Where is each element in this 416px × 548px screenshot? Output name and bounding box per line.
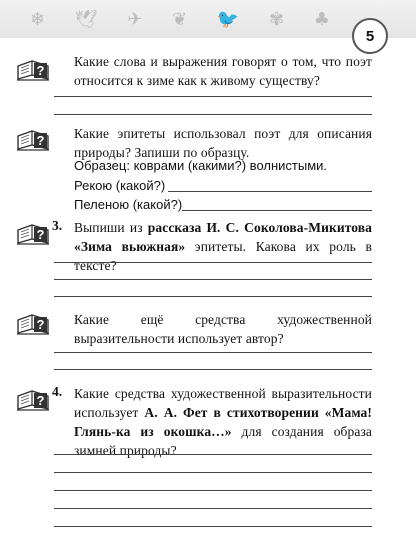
question-book-icon [16, 388, 50, 412]
question-3-text: Выпиши из рассказа И. С. Соколова-Микитова «Зима вьюжная» эпитеты. Какова их роль в тексте? [74, 220, 373, 273]
bird-icon: ✈ [127, 8, 143, 30]
question-4-text: Какие ещё средства художественной выразительности использует автор? [74, 312, 372, 346]
question-2-text: Какие эпитеты использовал поэт для описания природы? Запиши по образцу. [74, 126, 372, 160]
fill-line-1[interactable] [168, 191, 372, 192]
header-decoration [30, 6, 330, 32]
answer-line[interactable] [54, 352, 372, 353]
question-number: 4. [52, 384, 63, 399]
bird-icon: 🐦 [216, 8, 240, 30]
answer-line[interactable] [54, 279, 372, 280]
answer-line[interactable] [54, 454, 372, 455]
answer-line[interactable] [54, 526, 372, 527]
fill-line-2[interactable] [182, 210, 372, 211]
question-book-icon [16, 312, 50, 336]
question-book-icon [16, 222, 50, 246]
tree-icon: ♣ [313, 8, 330, 30]
fill-label-2: Пеленою (какой?) [74, 197, 183, 212]
bird-icon: 🕊 [74, 8, 98, 30]
page-number: 5 [352, 18, 388, 54]
answer-line[interactable] [54, 296, 372, 297]
answer-line[interactable] [54, 490, 372, 491]
leaf-icon: ❦ [172, 8, 188, 30]
butterfly-icon: ✾ [269, 8, 285, 30]
question-book-icon [16, 58, 50, 82]
question-book-icon [16, 128, 50, 152]
fill-label-1: Рекою (какой?) [74, 178, 166, 193]
sample-text: Образец: коврами (какими?) волнистыми. [74, 158, 328, 173]
question-5-text: Какие средства художественной выразительности использует А. А. Фет в стихотворении «Мама! Глянь-ка из окошка…» для создания образа зимней природы? [74, 386, 372, 458]
answer-line[interactable] [54, 262, 372, 263]
answer-line[interactable] [54, 508, 372, 509]
answer-line[interactable] [54, 96, 372, 97]
snowflake-icon: ❄ [30, 8, 46, 30]
answer-line[interactable] [54, 472, 372, 473]
question-1-text: Какие слова и выражения говорят о том, что поэт относится к зиме как к живому существу? [74, 54, 372, 88]
answer-line[interactable] [54, 369, 372, 370]
question-number: 3. [52, 218, 63, 233]
answer-line[interactable] [54, 114, 372, 115]
